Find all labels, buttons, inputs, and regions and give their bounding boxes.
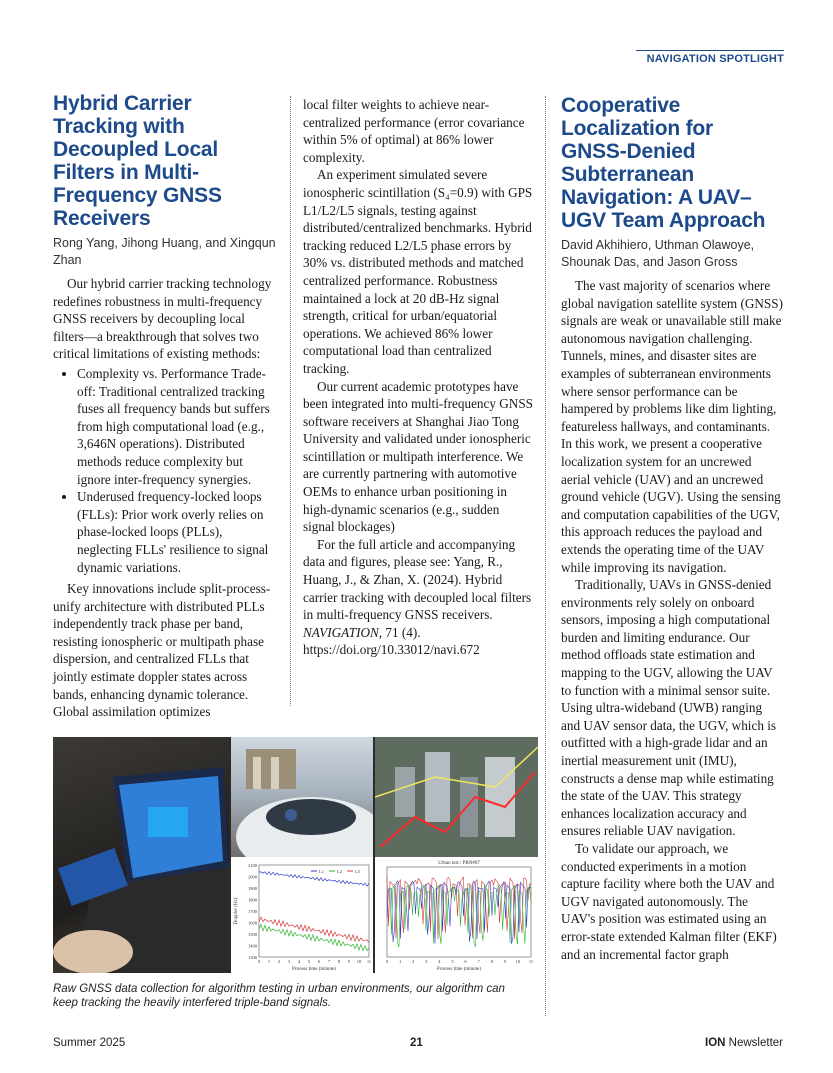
x-tick-label: 8 — [337, 959, 341, 964]
x-tick-label: 9 — [503, 959, 506, 964]
y-tick-label: 2100 — [248, 863, 257, 868]
page-number: 21 — [410, 1037, 423, 1049]
x-tick-label: 6 — [464, 959, 467, 964]
article2-paragraph: Traditionally, UAVs in GNSS-denied environments rely solely on onboard sensors, imposing a high computational burden and limiting endurance. Our method offloads state estimation and mapping to the UGV, allowing the UAV to function with a minimal sensor suite. Using ultra-wideband (UWB) ranging and UAV sensor data, the UGV, which is outfitted with a high-grade lidar and an inertial measurement unit (IMU), constructs a dense map while estimating the state of the UAV. This strategy enhances localization accuracy and ensures reliable UAV navigation. — [561, 577, 777, 839]
y-tick-label: 1600 — [248, 920, 257, 926]
journal-name: NAVIGATION, — [303, 624, 383, 640]
footer-publication — [705, 1037, 783, 1049]
article2-paragraph: To validate our approach, we conducted experiments in a motion capture facility where both the UAV and UGV navigated autonomously. The UAV's position was estimated using an error-state extended Kalman filter (EKF) and an incremental factor graph — [561, 841, 777, 962]
x-axis-label: Process time (minute) — [437, 967, 481, 972]
x-tick-label: 2 — [277, 959, 281, 964]
article2-title: Cooperative Localization for GNSS-Denied Subterranean Navigation: A UAV–UGV Team Approach — [561, 94, 766, 232]
y-tick-label: 1500 — [248, 932, 257, 937]
cn0-plot — [375, 857, 538, 973]
x-tick-label: 4 — [438, 959, 441, 964]
list-item: • Underused frequency-locked loops (FLLs): Prior work overly relies on phase-locked loops (PLLs), neglecting FLLs' resilience to signal dynamic variations. — [77, 488, 278, 576]
article2-column — [561, 94, 783, 963]
aerial-map-photo — [375, 737, 538, 857]
x-tick-label: 1 — [267, 959, 271, 964]
footer-issue: Summer 2025 — [53, 1037, 126, 1049]
section-tag: NAVIGATION SPOTLIGHT — [636, 50, 784, 65]
footer-newsletter-text: Newsletter — [728, 1037, 783, 1049]
doppler-plot — [231, 857, 373, 973]
reference-text: For the full article and accompanying data and figures, please see: Yang, R., Huang, J., & Zhan, X. (2024). Hybrid carrier tracking with decoupled local filters in multi-frequency GNSS receivers. — [303, 536, 532, 623]
y-tick-label: 1900 — [248, 886, 257, 891]
article1-title: Hybrid Carrier Tracking with Decoupled Local Filters in Multi-Frequency GNSS Receivers — [53, 92, 222, 230]
x-tick-label: 5 — [451, 959, 454, 964]
article2-authors: David Akhihiero, Uthman Olawoye, Shounak Das, and Jason Gross — [561, 238, 755, 269]
article1-paragraph: Our hybrid carrier tracking technology redefines robustness in multi-frequency GNSS receivers by decoupling local filters—a breakthrough that solves two critical limitations of existing methods: — [53, 276, 272, 362]
article1-paragraph: An experiment simulated severe ionospheric scintillation (S₄=0.9) with GPS L1/L2/L5 signals, testing against distributed/centralized benchmarks. Hybrid tracking reduced L2/L5 phase errors by 30% vs. distributed methods and matched centralized performance. Robustness maintained a lock at 20 dB-Hz signal strength, critical for urban/equatorial operations. We achieved 86% lower computational load than centralized tracking. — [303, 167, 533, 376]
x-tick-label: 3 — [287, 959, 291, 964]
plot-title: Urban test / PRN#07 — [438, 861, 480, 866]
article1-bullet-list — [53, 365, 278, 576]
series-line — [259, 925, 369, 951]
x-tick-label: 10 — [356, 959, 362, 964]
footer-ion: ION — [705, 1037, 726, 1049]
x-tick-label: 7 — [327, 959, 331, 964]
vehicle-photo — [231, 737, 373, 857]
x-tick-label: 5 — [307, 959, 311, 964]
x-tick-label: 4 — [297, 959, 301, 964]
series-line — [259, 872, 369, 887]
x-tick-label: 10 — [515, 959, 521, 964]
list-item: • Complexity vs. Performance Trade-off: Traditional centralized tracking fuses all frequency bands but suffers from high computational load (e.g., 3,646N operations). Distributed methods reduce complexity but ignore inter-frequency synergies. — [77, 365, 278, 488]
x-tick-label: 6 — [317, 959, 321, 964]
figure-photo-collage — [53, 737, 538, 973]
laptop-photo — [53, 737, 229, 973]
x-tick-label: 0 — [257, 959, 261, 964]
article1-authors: Rong Yang, Jihong Huang, and Xingqun Zhan — [53, 236, 276, 267]
x-tick-label: 9 — [347, 959, 351, 964]
legend-label: L2 — [337, 869, 342, 874]
article1-column1 — [53, 92, 278, 721]
figure-caption: Raw GNSS data collection for algorithm testing in urban environments, our algorithm can keep tracking the heavily interfered triple-band signals. — [53, 983, 505, 1009]
legend-label: L5 — [355, 869, 360, 874]
reference-doi[interactable]: 71 (4). https://doi.org/10.33012/navi.672 — [303, 624, 480, 658]
article1-reference — [303, 536, 533, 659]
article1-paragraph: Key innovations include split-process-unify architecture with distributed PLLs independently track phase per band, resisting ionospheric or multipath phase dispersion, and centralized FLLs that jointly estimate doppler states across bands, enhancing dynamic tolerance. Global assimilation optimizes — [53, 581, 271, 720]
legend-label: L1 — [319, 869, 324, 874]
x-tick-label: 7 — [477, 959, 480, 964]
article1-paragraph: Our current academic prototypes have been integrated into multi-frequency GNSS software receivers at Shanghai Jiao Tong University and validated under ionospheric scintillation or multipath interference. We are currently partnering with automotive OEMs to enhance urban positioning in high-dynamic scenarios (e.g., sudden signal blockages) — [303, 378, 533, 535]
x-tick-label: 1 — [398, 959, 402, 964]
x-axis-label: Process time (minute) — [292, 967, 336, 972]
article1-paragraph: local filter weights to achieve near-centralized performance (error covariance within 5% of optimal) at 86% lower complexity. — [303, 97, 525, 165]
y-tick-label: 1800 — [248, 897, 257, 903]
article1-column2 — [303, 96, 533, 659]
y-tick-label: 1700 — [248, 909, 257, 914]
column-divider — [290, 96, 291, 706]
y-tick-label: 1400 — [248, 943, 257, 949]
y-tick-label: 2000 — [248, 874, 257, 880]
column-divider — [545, 96, 546, 1016]
x-tick-label: 2 — [412, 959, 415, 964]
y-tick-label: 1300 — [248, 955, 257, 960]
y-axis-label: Doppler (Hz) — [234, 897, 239, 925]
x-tick-label: 11 — [366, 959, 372, 964]
article2-paragraph: The vast majority of scenarios where global navigation satellite system (GNSS) signals are weak or unavailable still make autonomous navigation challenging. Tunnels, mines, and disaster sites are examples of subterranean environments where sensor performance can be hampered by problems like dim lighting, featureless hallways, and contaminants. In this work, we present a cooperative localization system for an uncrewed aerial vehicle (UAV) and an uncrewed ground vehicle (UGV). Using the sensing and computation capabilities of the UGV, this approach reduces the payload and extends the operating time of the UAV while improving its navigation. — [561, 278, 783, 575]
x-tick-label: 0 — [385, 959, 389, 964]
x-tick-label: 8 — [490, 959, 493, 964]
x-tick-label: 3 — [425, 959, 428, 964]
x-tick-label: 11 — [528, 959, 534, 964]
